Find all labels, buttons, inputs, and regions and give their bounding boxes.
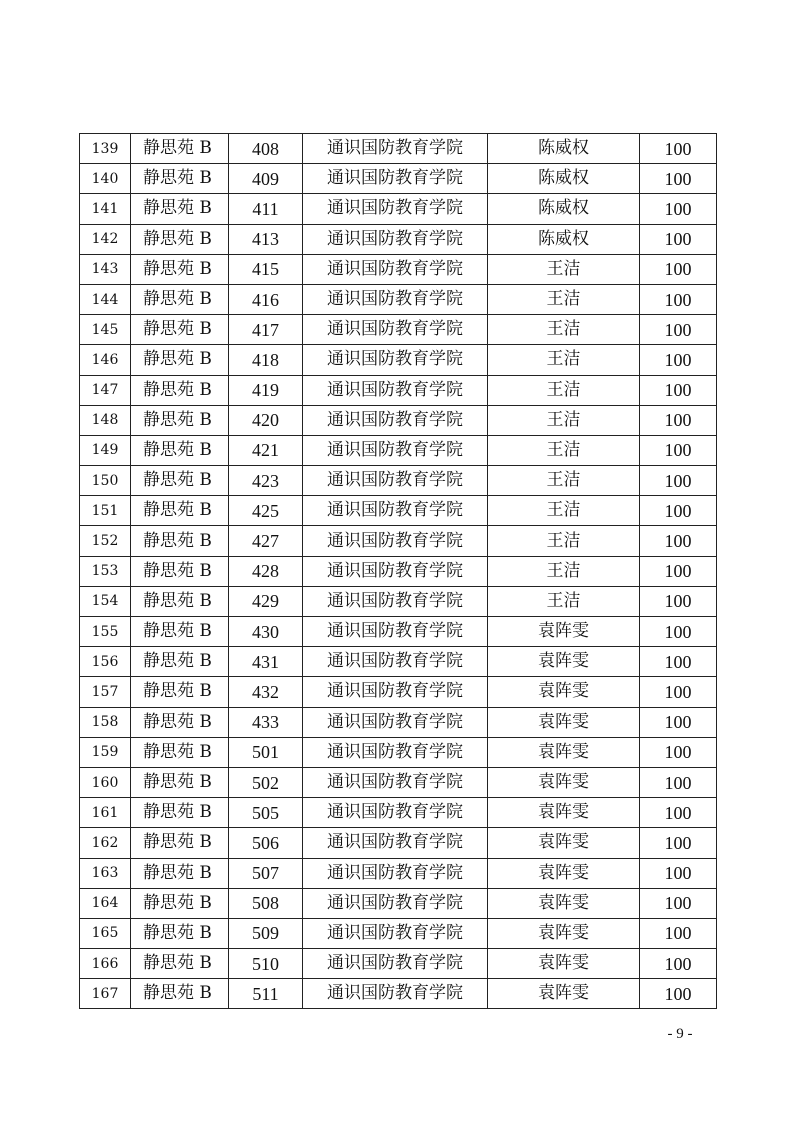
table-row (80, 496, 717, 526)
room-cell: 511 (229, 979, 303, 1009)
college-cell: 通识国防教育学院 (303, 375, 488, 405)
college-cell: 通识国防教育学院 (303, 828, 488, 858)
college-cell: 通识国防教育学院 (303, 435, 488, 465)
college-cell: 通识国防教育学院 (303, 617, 488, 647)
building-cell: 静思苑 B (131, 284, 229, 314)
score-cell: 100 (640, 254, 717, 284)
college-cell: 通识国防教育学院 (303, 164, 488, 194)
room-cell: 432 (229, 677, 303, 707)
person-cell: 陈威权 (488, 134, 640, 164)
row-number-cell: 166 (80, 949, 131, 979)
college-cell: 通识国防教育学院 (303, 677, 488, 707)
score-cell: 100 (640, 375, 717, 405)
room-cell: 431 (229, 647, 303, 677)
room-cell: 433 (229, 707, 303, 737)
building-cell: 静思苑 B (131, 918, 229, 948)
person-cell: 陈威权 (488, 164, 640, 194)
building-cell: 静思苑 B (131, 134, 229, 164)
room-cell: 408 (229, 134, 303, 164)
score-cell: 100 (640, 134, 717, 164)
table-row (80, 918, 717, 948)
page-number: - 9 - (667, 1026, 693, 1042)
room-cell: 421 (229, 435, 303, 465)
table-row (80, 194, 717, 224)
college-cell: 通识国防教育学院 (303, 858, 488, 888)
table-row (80, 647, 717, 677)
person-cell: 王洁 (488, 496, 640, 526)
table-row (80, 617, 717, 647)
table-row (80, 858, 717, 888)
row-number-cell: 165 (80, 918, 131, 948)
college-cell: 通识国防教育学院 (303, 526, 488, 556)
building-cell: 静思苑 B (131, 949, 229, 979)
row-number-cell: 151 (80, 496, 131, 526)
table-row (80, 254, 717, 284)
score-cell: 100 (640, 918, 717, 948)
building-cell: 静思苑 B (131, 586, 229, 616)
row-number-cell: 167 (80, 979, 131, 1009)
college-cell: 通识国防教育学院 (303, 918, 488, 948)
row-number-cell: 144 (80, 284, 131, 314)
person-cell: 王洁 (488, 526, 640, 556)
row-number-cell: 141 (80, 194, 131, 224)
building-cell: 静思苑 B (131, 707, 229, 737)
person-cell: 王洁 (488, 345, 640, 375)
table-row (80, 315, 717, 345)
row-number-cell: 158 (80, 707, 131, 737)
room-cell: 429 (229, 586, 303, 616)
college-cell: 通识国防教育学院 (303, 979, 488, 1009)
row-number-cell: 145 (80, 315, 131, 345)
college-cell: 通识国防教育学院 (303, 405, 488, 435)
building-cell: 静思苑 B (131, 858, 229, 888)
college-cell: 通识国防教育学院 (303, 556, 488, 586)
score-cell: 100 (640, 647, 717, 677)
score-cell: 100 (640, 315, 717, 345)
room-cell: 430 (229, 617, 303, 647)
row-number-cell: 160 (80, 767, 131, 797)
table-row (80, 405, 717, 435)
college-cell: 通识国防教育学院 (303, 194, 488, 224)
table-row (80, 798, 717, 828)
row-number-cell: 152 (80, 526, 131, 556)
score-cell: 100 (640, 284, 717, 314)
person-cell: 袁阵雯 (488, 647, 640, 677)
table-row (80, 767, 717, 797)
room-cell: 419 (229, 375, 303, 405)
score-cell: 100 (640, 405, 717, 435)
room-cell: 506 (229, 828, 303, 858)
person-cell: 袁阵雯 (488, 798, 640, 828)
person-cell: 袁阵雯 (488, 617, 640, 647)
score-cell: 100 (640, 828, 717, 858)
room-cell: 508 (229, 888, 303, 918)
person-cell: 王洁 (488, 254, 640, 284)
building-cell: 静思苑 B (131, 254, 229, 284)
person-cell: 王洁 (488, 315, 640, 345)
row-number-cell: 161 (80, 798, 131, 828)
table-row (80, 466, 717, 496)
college-cell: 通识国防教育学院 (303, 737, 488, 767)
score-cell: 100 (640, 435, 717, 465)
score-cell: 100 (640, 798, 717, 828)
score-cell: 100 (640, 556, 717, 586)
building-cell: 静思苑 B (131, 888, 229, 918)
row-number-cell: 163 (80, 858, 131, 888)
person-cell: 袁阵雯 (488, 918, 640, 948)
building-cell: 静思苑 B (131, 496, 229, 526)
room-cell: 428 (229, 556, 303, 586)
college-cell: 通识国防教育学院 (303, 949, 488, 979)
college-cell: 通识国防教育学院 (303, 284, 488, 314)
building-cell: 静思苑 B (131, 647, 229, 677)
college-cell: 通识国防教育学院 (303, 888, 488, 918)
room-cell: 420 (229, 405, 303, 435)
building-cell: 静思苑 B (131, 979, 229, 1009)
room-cell: 413 (229, 224, 303, 254)
table-row (80, 345, 717, 375)
person-cell: 王洁 (488, 405, 640, 435)
table-row (80, 164, 717, 194)
person-cell: 袁阵雯 (488, 858, 640, 888)
table-row (80, 677, 717, 707)
row-number-cell: 157 (80, 677, 131, 707)
row-number-cell: 139 (80, 134, 131, 164)
person-cell: 袁阵雯 (488, 979, 640, 1009)
room-cell: 415 (229, 254, 303, 284)
room-cell: 509 (229, 918, 303, 948)
room-cell: 411 (229, 194, 303, 224)
room-cell: 510 (229, 949, 303, 979)
person-cell: 袁阵雯 (488, 737, 640, 767)
person-cell: 袁阵雯 (488, 767, 640, 797)
college-cell: 通识国防教育学院 (303, 315, 488, 345)
score-cell: 100 (640, 164, 717, 194)
row-number-cell: 156 (80, 647, 131, 677)
person-cell: 王洁 (488, 435, 640, 465)
row-number-cell: 164 (80, 888, 131, 918)
person-cell: 袁阵雯 (488, 677, 640, 707)
score-cell: 100 (640, 858, 717, 888)
row-number-cell: 140 (80, 164, 131, 194)
college-cell: 通识国防教育学院 (303, 798, 488, 828)
room-cell: 427 (229, 526, 303, 556)
row-number-cell: 146 (80, 345, 131, 375)
score-cell: 100 (640, 888, 717, 918)
college-cell: 通识国防教育学院 (303, 707, 488, 737)
row-number-cell: 149 (80, 435, 131, 465)
row-number-cell: 153 (80, 556, 131, 586)
table-row (80, 224, 717, 254)
building-cell: 静思苑 B (131, 767, 229, 797)
score-cell: 100 (640, 617, 717, 647)
college-cell: 通识国防教育学院 (303, 134, 488, 164)
person-cell: 陈威权 (488, 194, 640, 224)
building-cell: 静思苑 B (131, 798, 229, 828)
person-cell: 王洁 (488, 556, 640, 586)
score-cell: 100 (640, 526, 717, 556)
score-cell: 100 (640, 949, 717, 979)
person-cell: 陈威权 (488, 224, 640, 254)
college-cell: 通识国防教育学院 (303, 496, 488, 526)
row-number-cell: 148 (80, 405, 131, 435)
table-body (80, 134, 717, 1009)
table-row (80, 737, 717, 767)
building-cell: 静思苑 B (131, 556, 229, 586)
room-cell: 505 (229, 798, 303, 828)
building-cell: 静思苑 B (131, 345, 229, 375)
score-cell: 100 (640, 194, 717, 224)
building-cell: 静思苑 B (131, 677, 229, 707)
college-cell: 通识国防教育学院 (303, 767, 488, 797)
row-number-cell: 150 (80, 466, 131, 496)
score-cell: 100 (640, 677, 717, 707)
table-row (80, 979, 717, 1009)
score-cell: 100 (640, 496, 717, 526)
building-cell: 静思苑 B (131, 405, 229, 435)
room-cell: 507 (229, 858, 303, 888)
score-cell: 100 (640, 466, 717, 496)
person-cell: 袁阵雯 (488, 949, 640, 979)
building-cell: 静思苑 B (131, 737, 229, 767)
row-number-cell: 154 (80, 586, 131, 616)
room-cell: 418 (229, 345, 303, 375)
college-cell: 通识国防教育学院 (303, 224, 488, 254)
table-row (80, 284, 717, 314)
college-cell: 通识国防教育学院 (303, 254, 488, 284)
table-row (80, 556, 717, 586)
building-cell: 静思苑 B (131, 526, 229, 556)
score-cell: 100 (640, 586, 717, 616)
row-number-cell: 159 (80, 737, 131, 767)
score-cell: 100 (640, 345, 717, 375)
score-cell: 100 (640, 737, 717, 767)
person-cell: 袁阵雯 (488, 707, 640, 737)
score-cell: 100 (640, 767, 717, 797)
person-cell: 王洁 (488, 375, 640, 405)
table-row (80, 949, 717, 979)
table-row (80, 888, 717, 918)
room-cell: 409 (229, 164, 303, 194)
room-cell: 425 (229, 496, 303, 526)
building-cell: 静思苑 B (131, 224, 229, 254)
building-cell: 静思苑 B (131, 315, 229, 345)
table-row (80, 526, 717, 556)
room-cell: 417 (229, 315, 303, 345)
row-number-cell: 155 (80, 617, 131, 647)
college-cell: 通识国防教育学院 (303, 345, 488, 375)
person-cell: 袁阵雯 (488, 828, 640, 858)
room-cell: 416 (229, 284, 303, 314)
building-cell: 静思苑 B (131, 466, 229, 496)
dormitory-score-table (79, 133, 717, 1009)
row-number-cell: 147 (80, 375, 131, 405)
table-row (80, 375, 717, 405)
score-cell: 100 (640, 707, 717, 737)
college-cell: 通识国防教育学院 (303, 466, 488, 496)
row-number-cell: 142 (80, 224, 131, 254)
table-row (80, 134, 717, 164)
score-cell: 100 (640, 224, 717, 254)
building-cell: 静思苑 B (131, 435, 229, 465)
row-number-cell: 143 (80, 254, 131, 284)
building-cell: 静思苑 B (131, 375, 229, 405)
person-cell: 王洁 (488, 466, 640, 496)
table-row (80, 586, 717, 616)
row-number-cell: 162 (80, 828, 131, 858)
building-cell: 静思苑 B (131, 194, 229, 224)
room-cell: 423 (229, 466, 303, 496)
person-cell: 王洁 (488, 284, 640, 314)
college-cell: 通识国防教育学院 (303, 647, 488, 677)
room-cell: 502 (229, 767, 303, 797)
score-cell: 100 (640, 979, 717, 1009)
building-cell: 静思苑 B (131, 617, 229, 647)
building-cell: 静思苑 B (131, 828, 229, 858)
table-row (80, 707, 717, 737)
room-cell: 501 (229, 737, 303, 767)
table-row (80, 828, 717, 858)
table-row (80, 435, 717, 465)
person-cell: 王洁 (488, 586, 640, 616)
person-cell: 袁阵雯 (488, 888, 640, 918)
building-cell: 静思苑 B (131, 164, 229, 194)
college-cell: 通识国防教育学院 (303, 586, 488, 616)
